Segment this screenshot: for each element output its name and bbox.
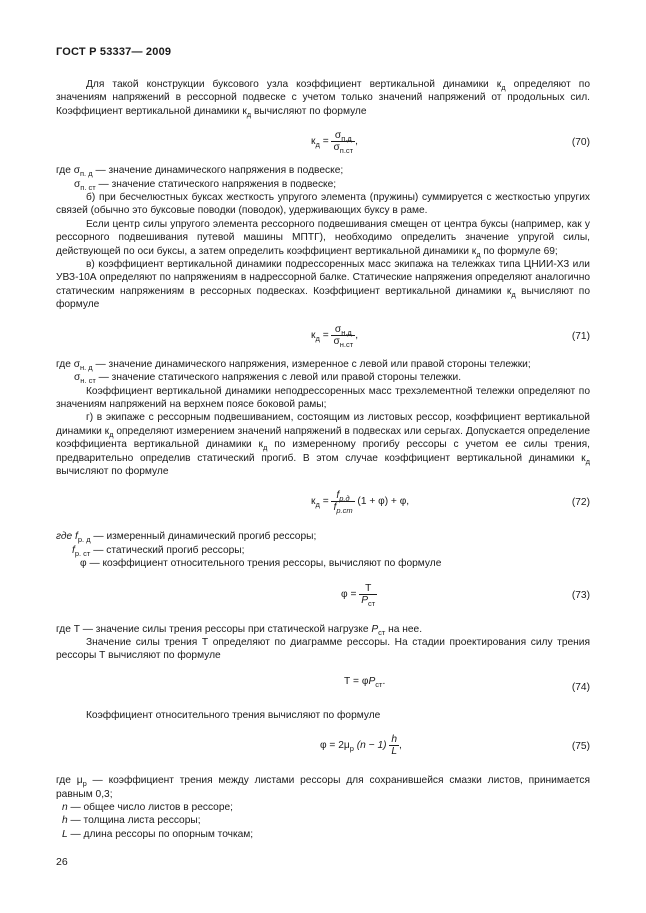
equation-number: (75) (571, 741, 590, 753)
paragraph: Для такой конструкции буксового узла коэффициент вертикальной динамики $к_д$ определяют по значениям напряжений в рессорной подвеске с учетом только значений напряжений от продольных сил. Коэффициент вертикальной динамики $к_д$ вычисляют по формуле (56, 79, 590, 119)
page-content (56, 78, 590, 841)
definition: n — общее число листов в рессоре; (62, 802, 233, 813)
paragraph: в) коэффициент вертикальной динамики подрессоренных масс экипажа на тележках типа ЦНИИ-Х3 или УВЗ-10А определяют по напряжениям в надрессорной балке. Статические напряжения определяют аналогично статическим напряжениям в рессорных подвесках. Коэффициент вертикальной динамики $к_д$ вычисляют по формуле (56, 259, 590, 311)
definition: $f_{р. ст}$ — статический прогиб рессоры; (72, 544, 245, 558)
paragraph: г) в экипаже с рессорным подвешиванием, состоящим из листовых рессор, коэффициент вертикальной динамики $к_д$ определяют измерением значений напряжений в подвесках или серьгах. Допускается определение коэффициента вертикальной динамики $к_д$ по измеренному прогибу рессоры с учетом ее силы трения, предварительно определив статический прогиб. В этом случае коэффициент вертикальной динамики $к_д$ вычисляют по формуле (56, 412, 590, 477)
definition: L — длина рессоры по опорным точкам; (62, 828, 254, 840)
equation-number: (71) (571, 330, 590, 342)
equation-number: (72) (571, 497, 590, 509)
paragraph: Коэффициент относительного трения вычисляют по формуле (86, 709, 381, 721)
page-header: ГОСТ Р 53337— 2009 (56, 46, 172, 58)
equation-73: φ = $\frac{Т}{P_{ст}}$ (73) (341, 582, 590, 608)
definition: $\sigma_{п. ст}$ — значение статического напряжения в подвеске; (74, 178, 337, 192)
equation-number: (70) (571, 137, 590, 149)
equation-70: $к_д$ = $\frac{\sigma_{п.д}}{\sigma_{п.ст}}$ , (70) (311, 130, 590, 156)
definition: h — толщина листа рессоры; (62, 815, 201, 827)
equation-72: $к_д$ = $\frac{f_{р.д}}{f_{р.ст}}$ (1 + φ) + φ, (72) (311, 490, 590, 516)
paragraph: Коэффициент вертикальной динамики неподрессоренных масс трехэлементной тележки определяют по значениям напряжений на верхнем поясе боковой рамы; (56, 385, 590, 410)
definition: где Т — значение силы трения рессоры при статической нагрузке $P_{ст}$ на нее. (56, 623, 423, 637)
paragraph: Если центр силы упругого элемента рессорного подвешивания смещен от центра буксы (например, как у рессорного подвешивания путевой машины МПТГ), необходимо определить значение упругой силы, действующей по оси буксы, а затем определить коэффициент вертикальной динамики $к_д$ по формуле 69; (56, 218, 590, 259)
paragraph: Значение силы трения Т определяют по диаграмме рессоры. На стадии проектирования силу трения рессоры Т вычисляют по формуле (56, 636, 590, 662)
page-number: 26 (56, 856, 68, 868)
definition: φ — коэффициент относительного трения рессоры, вычисляют по формуле (80, 558, 442, 570)
paragraph: б) при бесчелюстных буксах жесткость упругого элемента (пружины) суммируется с жесткостью упругих связей (обычно это буксовые поводки (поводок), удерживающих буксу в раме. (56, 192, 590, 217)
definition: где $\sigma_{н. д}$ — значение динамического напряжения, измеренное с левой или правой стороны тележки; (56, 358, 531, 372)
definition: где $\sigma_{п. д}$ — значение динамического напряжения в подвеске; (56, 165, 344, 179)
equation-75: $\varphi = 2\mu_р$ (n − 1) $\frac{h}{L}$ , (75) (320, 734, 590, 758)
equation-number: (73) (571, 589, 590, 601)
definition: где $f_{р. д}$ — измеренный динамический прогиб рессоры; (56, 531, 317, 545)
definition: $\sigma_{н. ст}$ — значение статического напряжения с левой или правой стороны тележки. (74, 372, 462, 386)
equation-number: (74) (571, 681, 590, 693)
definition: где $\mu_р$ — коэффициент трения между листами рессоры для сохранившейся смазки листов, принимается равным 0,3; (56, 775, 590, 800)
equation-74: $Т = \varphi P_{ст}$. (74) (344, 675, 590, 693)
equation-71: $к_д$ = $\frac{\sigma_{н.д}}{\sigma_{н.ст}}$ , (71) (311, 323, 590, 349)
